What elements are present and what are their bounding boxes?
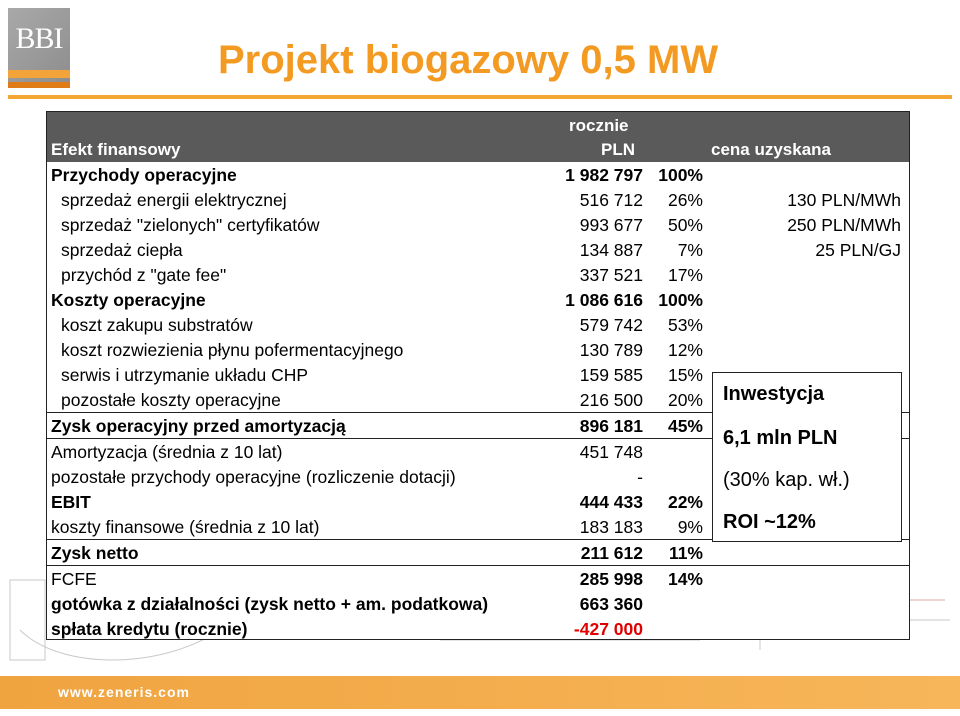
header-pln: PLN	[601, 140, 635, 159]
row-value: 337 521	[579, 265, 643, 285]
row-label: koszt zakupu substratów	[61, 315, 253, 335]
row-label: pozostałe przychody operacyjne (rozliczenie dotacji)	[51, 467, 456, 487]
row-value: 183 183	[579, 517, 643, 537]
title-divider	[8, 95, 952, 99]
row-price: 130 PLN/MWh	[787, 190, 901, 210]
header-efekt: Efekt finansowy	[51, 140, 181, 159]
row-percent: 7%	[677, 240, 703, 260]
table-row	[47, 212, 909, 237]
row-percent: 45%	[667, 416, 703, 436]
bbi-logo	[8, 8, 70, 88]
row-percent: 26%	[667, 190, 703, 210]
row-value: 1 982 797	[565, 165, 643, 185]
row-value: 216 500	[579, 390, 643, 410]
logo-stripe	[8, 70, 70, 78]
row-percent: 14%	[667, 569, 703, 589]
header-rocznie: rocznie	[569, 116, 629, 135]
row-value: 663 360	[579, 594, 643, 614]
row-percent: 15%	[667, 365, 703, 385]
row-value: 134 887	[579, 240, 643, 260]
footer-bar	[0, 676, 960, 709]
row-percent: 17%	[667, 265, 703, 285]
row-percent: 100%	[658, 290, 703, 310]
row-value: 1 086 616	[565, 290, 643, 310]
row-value: 896 181	[579, 416, 643, 436]
row-value: 579 742	[579, 315, 643, 335]
row-percent: 50%	[667, 215, 703, 235]
table-row	[47, 616, 909, 641]
investment-callout	[712, 372, 902, 542]
table-row	[47, 187, 909, 212]
row-percent: 11%	[668, 543, 703, 563]
row-price: 25 PLN/GJ	[815, 240, 901, 260]
row-value: 285 998	[579, 569, 643, 589]
table-row	[47, 565, 909, 591]
row-label: przychód z "gate fee"	[61, 265, 227, 285]
row-label: Przychody operacyjne	[51, 165, 237, 185]
table-row	[47, 337, 909, 362]
table-row	[47, 287, 909, 312]
row-label: serwis i utrzymanie układu CHP	[61, 365, 309, 385]
row-value: -	[637, 467, 643, 487]
row-label: sprzedaż energii elektrycznej	[61, 190, 287, 210]
row-label: spłata kredytu (rocznie)	[51, 619, 248, 639]
row-label: Koszty operacyjne	[51, 290, 206, 310]
row-label: koszty finansowe (średnia z 10 lat)	[51, 517, 320, 537]
callout-roi: ROI ~12%	[723, 511, 816, 533]
row-percent: 20%	[667, 390, 703, 410]
row-label: sprzedaż "zielonych" certyfikatów	[61, 215, 320, 235]
logo-stripe	[8, 82, 70, 88]
row-label: Zysk operacyjny przed amortyzacją	[51, 416, 346, 436]
row-value: 451 748	[579, 442, 643, 462]
table-row	[47, 237, 909, 262]
page-title: Projekt biogazowy 0,5 MW	[218, 38, 719, 82]
callout-amount: 6,1 mln PLN	[723, 427, 838, 449]
table-row	[47, 262, 909, 287]
row-label: koszt rozwiezienia płynu pofermentacyjnego	[61, 340, 404, 360]
row-label: gotówka z działalności (zysk netto + am. podatkowa)	[51, 594, 489, 614]
row-label: EBIT	[51, 492, 91, 512]
table-row	[47, 312, 909, 337]
row-label: sprzedaż ciepła	[61, 240, 183, 260]
table-row	[47, 591, 909, 616]
footer-url: www.zeneris.com	[58, 684, 190, 700]
row-label: FCFE	[51, 569, 97, 589]
table-row	[47, 539, 909, 565]
callout-title: Inwestycja	[723, 383, 825, 405]
row-percent: 53%	[667, 315, 703, 335]
table-row	[47, 162, 909, 187]
row-value: 211 612	[580, 543, 643, 563]
row-value: 444 433	[579, 492, 643, 512]
row-value: 516 712	[579, 190, 643, 210]
row-price: 250 PLN/MWh	[787, 215, 901, 235]
header-cena: cena uzyskana	[711, 140, 832, 159]
callout-equity: (30% kap. wł.)	[723, 469, 850, 491]
row-label: Zysk netto	[51, 543, 139, 563]
row-value: 993 677	[579, 215, 643, 235]
logo-text: BBI	[15, 22, 63, 55]
row-percent: 9%	[677, 517, 703, 537]
row-percent: 22%	[667, 492, 703, 512]
row-value: -427 000	[573, 619, 643, 639]
table-header	[47, 112, 909, 162]
row-label: pozostałe koszty operacyjne	[61, 390, 281, 410]
row-percent: 100%	[658, 165, 703, 185]
row-label: Amortyzacja (średnia z 10 lat)	[51, 442, 283, 462]
row-percent: 12%	[667, 340, 703, 360]
row-value: 159 585	[579, 365, 643, 385]
row-value: 130 789	[579, 340, 643, 360]
